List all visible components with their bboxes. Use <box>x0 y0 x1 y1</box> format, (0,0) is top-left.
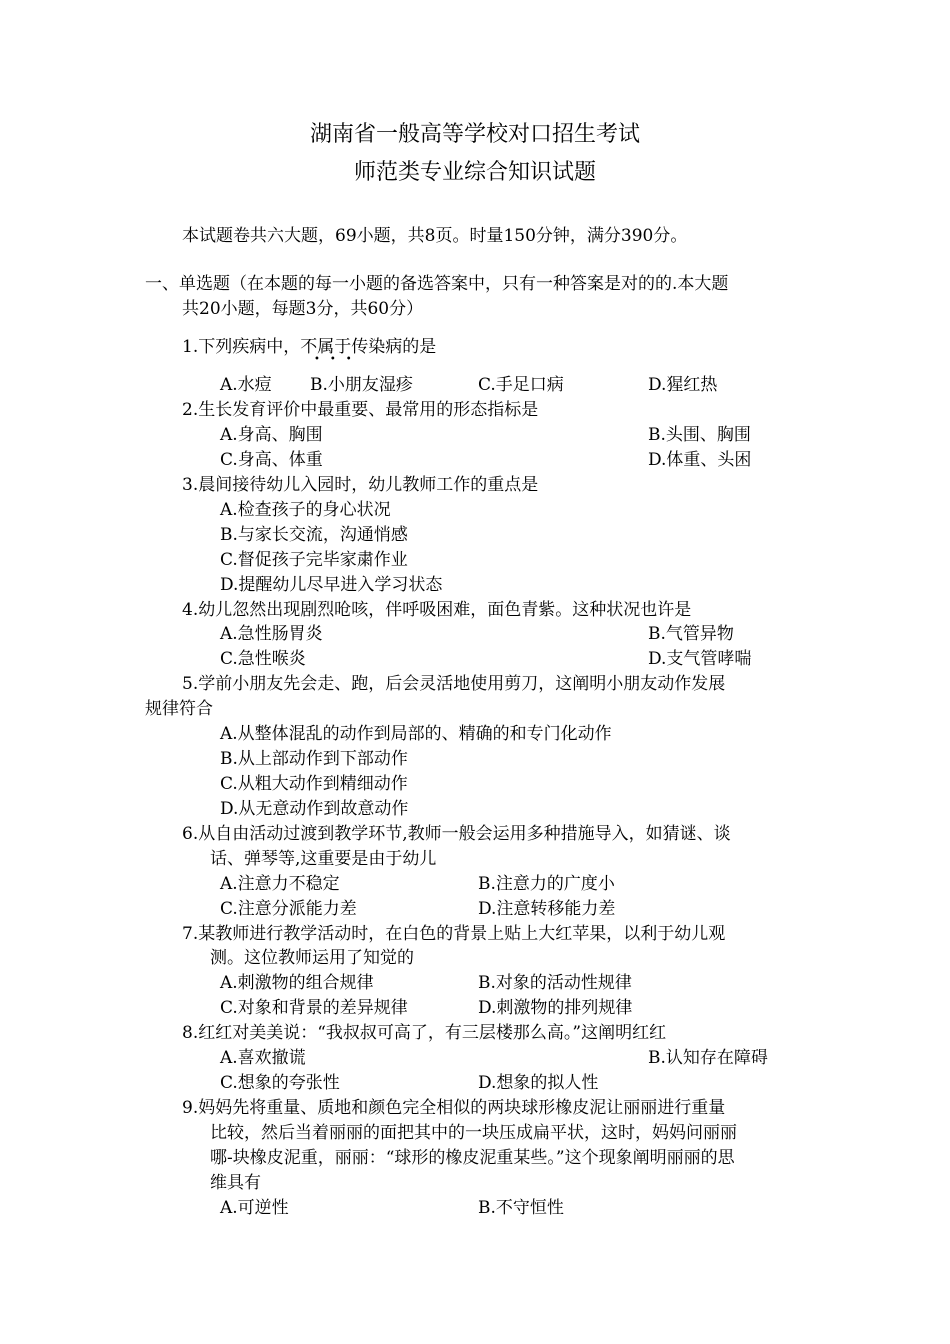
question-6-stem: 6.从自由活动过渡到教学环节,教师一般会运用多种措施导入，如猜谜、谈 <box>182 824 731 844</box>
question-7-option-c: C.对象和背景的差异规律 <box>220 998 408 1018</box>
question-9-stem-cont: 哪-块橡皮泥重，丽丽：“球形的橡皮泥重某些。”这个现象阐明丽丽的思 <box>210 1148 735 1168</box>
question-2-option-d: D.体重、头困 <box>648 450 752 470</box>
question-5-option-c: C.从粗大动作到精细动作 <box>220 774 408 794</box>
question-5-stem: 5.学前小朋友先会走、跑，后会灵活地使用剪刀，这阐明小朋友动作发展 <box>182 674 726 694</box>
question-4-option-d: D.支气管哮喘 <box>648 649 752 669</box>
question-8-option-d: D.想象的拟人性 <box>478 1073 599 1093</box>
question-6-option-b: B.注意力的广度小 <box>478 874 615 894</box>
question-4-option-c: C.急性喉炎 <box>220 649 306 669</box>
question-1-option-d: D.猩红热 <box>648 375 718 395</box>
question-5-stem-cont: 规律符合 <box>145 699 213 719</box>
question-2-option-b: B.头围、胸围 <box>648 425 751 445</box>
question-4-option-b: B.气管异物 <box>648 624 734 644</box>
question-8-stem: 8.红红对美美说：“我叔叔可高了，有三层楼那么高。”这阐明红红 <box>182 1023 667 1043</box>
question-3-option-d: D.提醒幼儿尽早进入学习状态 <box>220 575 443 595</box>
question-9-stem-cont: 维具有 <box>210 1173 261 1193</box>
question-5-option-a: A.从整体混乱的动作到局部的、精确的和专门化动作 <box>220 724 612 744</box>
question-2-option-a: A.身高、胸围 <box>220 425 323 445</box>
question-8-option-a: A.喜欢撤谎 <box>220 1048 306 1068</box>
question-6-option-a: A.注意力不稳定 <box>220 874 340 894</box>
question-7-option-d: D.刺激物的排列规律 <box>478 998 633 1018</box>
question-3-stem: 3.晨间接待幼儿入园时，幼儿教师工作的重点是 <box>182 475 539 495</box>
question-6-stem-cont: 话、弹琴等,这重要是由于幼儿 <box>210 849 437 869</box>
question-1-option-b: B.小朋友湿疹 <box>310 375 413 395</box>
question-5-option-d: D.从无意动作到故意动作 <box>220 799 409 819</box>
question-1-option-c: C.手足口病 <box>478 375 564 395</box>
section-heading: 一、单选题（在本题的每一小题的备选答案中，只有一种答案是对的的.本大题 <box>145 274 729 294</box>
question-9-stem-cont: 比较，然后当着丽丽的面把其中的一块压成扁平状，这时，妈妈问丽丽 <box>210 1123 737 1143</box>
section-heading-cont: 共20小题，每题3分，共60分） <box>182 299 424 319</box>
question-9-option-a: A.可逆性 <box>220 1198 289 1218</box>
question-3-option-c: C.督促孩子完毕家粛作业 <box>220 550 408 570</box>
question-6-option-c: C.注意分派能力差 <box>220 899 357 919</box>
question-2-option-c: C.身高、体重 <box>220 450 323 470</box>
question-2-stem: 2.生长发育评价中最重要、最常用的形态指标是 <box>182 400 539 420</box>
exam-instructions: 本试题卷共六大题，69小题，共8页。时量150分钟，满分390分。 <box>182 226 688 246</box>
emphasis-dots: ••• <box>314 354 362 365</box>
question-8-option-b: B.认知存在障碍 <box>648 1048 768 1068</box>
question-7-stem-cont: 测。这位教师运用了知觉的 <box>210 948 414 968</box>
exam-title: 湖南省一般高等学校对口招生考试 <box>309 122 640 147</box>
question-4-stem: 4.幼儿忽然出现剧烈呛咳，伴呼吸困难，面色青紫。这种状况也许是 <box>182 600 692 620</box>
question-3-option-b: B.与家长交流，沟通悄感 <box>220 525 408 545</box>
question-7-option-b: B.对象的活动性规律 <box>478 973 632 993</box>
question-7-stem: 7.某教师进行教学活动时，在白色的背景上贴上大红苹果，以利于幼儿观 <box>182 924 726 944</box>
question-1-option-a: A.水痘 <box>220 375 272 395</box>
question-7-option-a: A.刺激物的组合规律 <box>220 973 374 993</box>
question-3-option-a: A.检查孩子的身心状况 <box>220 500 391 520</box>
question-4-option-a: A.急性肠胃炎 <box>220 624 323 644</box>
exam-subtitle: 师范类专业综合知识试题 <box>353 160 596 185</box>
question-5-option-b: B.从上部动作到下部动作 <box>220 749 408 769</box>
question-8-option-c: C.想象的夸张性 <box>220 1073 340 1093</box>
question-9-stem: 9.妈妈先将重量、质地和颜色完全相似的两块球形橡皮泥让丽丽进行重量 <box>182 1098 726 1118</box>
question-6-option-d: D.注意转移能力差 <box>478 899 616 919</box>
question-9-option-b: B.不守恒性 <box>478 1198 564 1218</box>
question-1-stem: 1.下列疾病中，不属于传染病的是 <box>182 337 437 357</box>
